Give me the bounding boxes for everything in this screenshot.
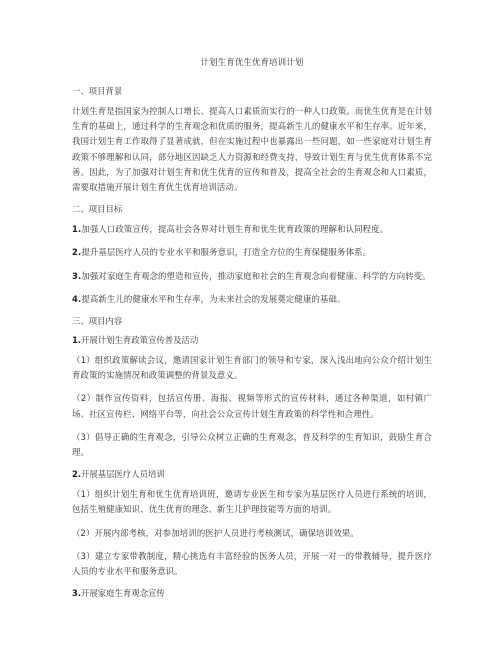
goal-number: 1. — [72, 224, 82, 235]
subsection-heading-family — [72, 587, 432, 599]
subsection-number: 2. — [72, 469, 82, 480]
policy-item: （2）制作宣传资料，包括宣传册、海报、视频等形式的宣传材料，通过各种渠道，如村镇广场、社区宣传栏、网络平台等，向社会公众宣传计划生育政策的科学性和合理性。 — [72, 393, 432, 419]
subsection-title: 开展基层医疗人员培训 — [81, 469, 165, 480]
goal-text: 提高新生儿的健康水平和生存率，为未来社会的发展奠定健康的基础。 — [81, 293, 346, 304]
background-paragraph: 计划生育是指国家为控制人口增长、提高人口素质而实行的一种人口政策。而优生优育是在计划生育的基础上，通过科学的生育观念和优质的服务，提高新生儿的健康水平和生存率。近年来，我国计划生育工作取得了显著成就，但在实施过程中也暴露出一些问题，如一些家庭对计划生育政策不够理解和认同，部分地区因缺乏人力资源和经费支持，导致计划生育与优生优育体系不完善。因此，为了加强对计划生育和优生优育的宣传和普及，提高全社会的生育观念和人口素质，需要取措施开展计划生育优生优育培训活动。 — [72, 106, 432, 193]
training-item: （1）组织计划生育和优生优育培训班，邀请专业医生和专家为基层医疗人员进行系统的培训，包括生殖健康知识、优生优育的理念、新生儿护理技能等方面的培训。 — [72, 489, 432, 515]
goal-text: 提升基层医疗人员的专业水平和服务意识，打造全方位的生育保健服务体系。 — [81, 247, 372, 258]
training-item: （3）建立专家带教制度，精心挑选有丰富经验的医务人员，开展一对一的带教辅导，提升医疗人员的专业水平和服务意识。 — [72, 550, 432, 577]
policy-item: （3）倡导正确的生育观念，引导公众树立正确的生育观念，普及科学的生育知识，鼓励生育合理。 — [72, 431, 432, 458]
section-heading-content: 三、项目内容 — [72, 316, 123, 327]
subsection-number: 1. — [72, 335, 82, 346]
training-item: （2）开展内部考核，对参加培训的医护人员进行考核测试，确保培训效果。 — [72, 527, 359, 538]
subsection-number: 3. — [72, 588, 82, 599]
goal-item — [72, 292, 432, 307]
subsection-title: 开展计划生育政策宣传普及活动 — [81, 335, 199, 346]
policy-item: （1）组织政策解读会议，邀请国家计划生育部门的领导和专家，深入浅出地向公众介绍计划生育政策的实施情况和政策调整的背景及意义。 — [72, 355, 432, 381]
goal-number: 4. — [72, 293, 82, 304]
goal-text: 加强人口政策宣传，提高社会各界对计划生育和优生优育政策的理解和认同程度。 — [81, 224, 389, 235]
goal-number: 3. — [72, 270, 82, 281]
goal-text: 加强对家庭生育观念的塑造和宣传，推动家庭和社会的生育观念向着健康、科学的方向转变。 — [81, 270, 431, 281]
section-heading-goals: 二、项目目标 — [72, 204, 123, 215]
subsection-heading-training — [72, 468, 432, 480]
section-heading-background: 一、项目背景 — [72, 86, 123, 96]
document-title: 计划生育优生优育培训计划 — [200, 57, 304, 67]
subsection-title: 开展家庭生育观念宣传 — [81, 588, 165, 599]
goal-item — [72, 269, 432, 284]
goal-number: 2. — [72, 247, 82, 258]
subsection-heading-policy — [72, 334, 432, 346]
goal-item — [72, 245, 432, 260]
goal-item — [72, 222, 432, 237]
